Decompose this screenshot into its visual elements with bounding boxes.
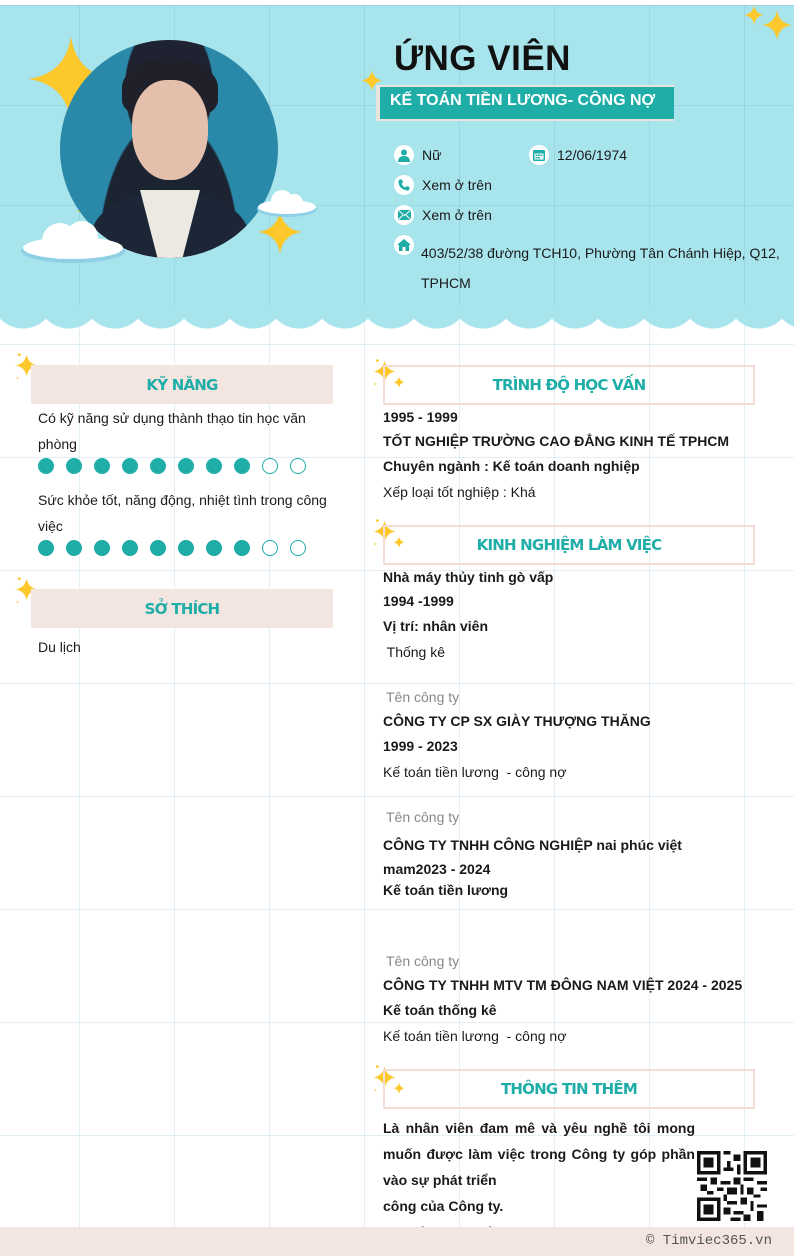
rating-dot-empty [262, 540, 278, 556]
phone-icon [394, 175, 414, 195]
qr-code [697, 1151, 767, 1221]
education-major: Chuyên ngành : Kế toán doanh nghiệp [383, 458, 640, 474]
experience-company: CÔNG TY TNHH CÔNG NGHIỆP nai phúc việt mam2023 - 2024 [383, 837, 682, 877]
birthday-value: 12/06/1974 [557, 147, 628, 163]
education-period: 1995 - 1999 [383, 409, 458, 425]
rating-dot-filled [150, 540, 166, 556]
company-label: Tên công ty [386, 809, 460, 825]
skill-item-label: Sức khỏe tốt, năng động, nhiệt tình trong công việc [38, 492, 327, 534]
experience-company: CÔNG TY CP SX GIÀY THƯỢNG THĂNG [383, 713, 651, 729]
company-label: Tên công ty [386, 953, 460, 969]
skills-title: KỸ NĂNG [146, 375, 218, 394]
phone-row [394, 175, 492, 195]
rating-dot-filled [94, 458, 110, 474]
experience-period: 1994 -1999 [383, 593, 454, 609]
rating-dot-filled [178, 540, 194, 556]
rating-dot-filled [234, 458, 250, 474]
rating-dot-filled [66, 458, 82, 474]
rating-dot-filled [66, 540, 82, 556]
rating-dot-filled [94, 540, 110, 556]
rating-dot-filled [206, 540, 222, 556]
rating-dot-filled [38, 540, 54, 556]
experience-description: Thống kê [383, 644, 446, 660]
experience-section-header [383, 525, 755, 565]
candidate-name: ỨNG VIÊN [394, 39, 571, 78]
address-value: 403/52/38 đường TCH10, Phường Tân Chánh Hiệp, Q12, TPHCM [421, 245, 780, 291]
footer [0, 1227, 794, 1256]
cloud-icon [20, 215, 126, 267]
rating-dot-filled [122, 540, 138, 556]
experience-title: KINH NGHIỆM LÀM VIỆC [476, 536, 662, 554]
cv-page [0, 5, 794, 1251]
additional-section-header [383, 1069, 755, 1109]
address-icon-row [394, 235, 422, 255]
additional-line: công của Công ty. [383, 1198, 504, 1214]
hobbies-section-header [31, 589, 333, 628]
rating-dot-filled [178, 458, 194, 474]
experience-period: 1999 - 2023 [383, 738, 458, 754]
experience-company: CÔNG TY TNHH MTV TM ĐÔNG NAM VIỆT 2024 - 2025 [383, 977, 743, 993]
copyright-text: © Timviec365.vn [645, 1233, 772, 1249]
education-grade: Xếp loại tốt nghiệp : Khá [383, 484, 536, 500]
skill-rating [38, 458, 306, 474]
gender-value: Nữ [422, 147, 442, 163]
education-title: TRÌNH ĐỘ HỌC VẤN [492, 376, 646, 394]
experience-description: Kế toán tiền lương - công nợ [383, 1028, 567, 1044]
rating-dot-filled [38, 458, 54, 474]
user-icon [394, 145, 414, 165]
sparkle-icon [744, 5, 764, 25]
company-label: Tên công ty [386, 689, 460, 705]
rating-dot-empty [262, 458, 278, 474]
header-scallop-edge [0, 305, 794, 330]
job-title: KẾ TOÁN TIỀN LƯƠNG- CÔNG NỢ [390, 92, 656, 109]
skill-rating [38, 540, 306, 556]
skill-item-label: Có kỹ năng sử dụng thành thạo tin học văn phòng [38, 410, 306, 452]
rating-dot-filled [206, 458, 222, 474]
email-row [394, 205, 492, 225]
rating-dot-empty [290, 540, 306, 556]
experience-position: Kế toán thống kê [383, 1002, 497, 1018]
home-icon [394, 235, 414, 255]
experience-position: Kế toán tiền lương [383, 882, 509, 898]
education-school: TỐT NGHIỆP TRƯỜNG CAO ĐẲNG KINH TẾ TPHCM [383, 433, 730, 449]
experience-position: Vị trí: nhân viên [383, 618, 489, 634]
hobby-text: Du lịch [38, 639, 81, 655]
skills-section-header [31, 365, 333, 404]
additional-paragraph: Là nhân viên đam mê và yêu nghề tôi mong muốn được làm việc trong Công ty góp phần vào sự phát triển [383, 1120, 695, 1188]
phone-value: Xem ở trên [422, 177, 492, 193]
envelope-icon [394, 205, 414, 225]
hobbies-title: SỞ THÍCH [144, 599, 220, 618]
cloud-icon [256, 185, 318, 219]
rating-dot-filled [234, 540, 250, 556]
experience-description: Kế toán tiền lương - công nợ [383, 764, 567, 780]
calendar-icon [529, 145, 549, 165]
education-section-header [383, 365, 755, 405]
additional-title: THÔNG TIN THÊM [501, 1080, 637, 1098]
experience-company: Nhà máy thủy tinh gò vấp [383, 569, 554, 585]
rating-dot-filled [150, 458, 166, 474]
rating-dot-filled [122, 458, 138, 474]
birthday-row [529, 145, 627, 165]
sparkle-icon [762, 10, 792, 40]
job-title-banner [376, 85, 674, 121]
rating-dot-empty [290, 458, 306, 474]
gender-row [394, 145, 441, 165]
email-value: Xem ở trên [422, 207, 492, 223]
